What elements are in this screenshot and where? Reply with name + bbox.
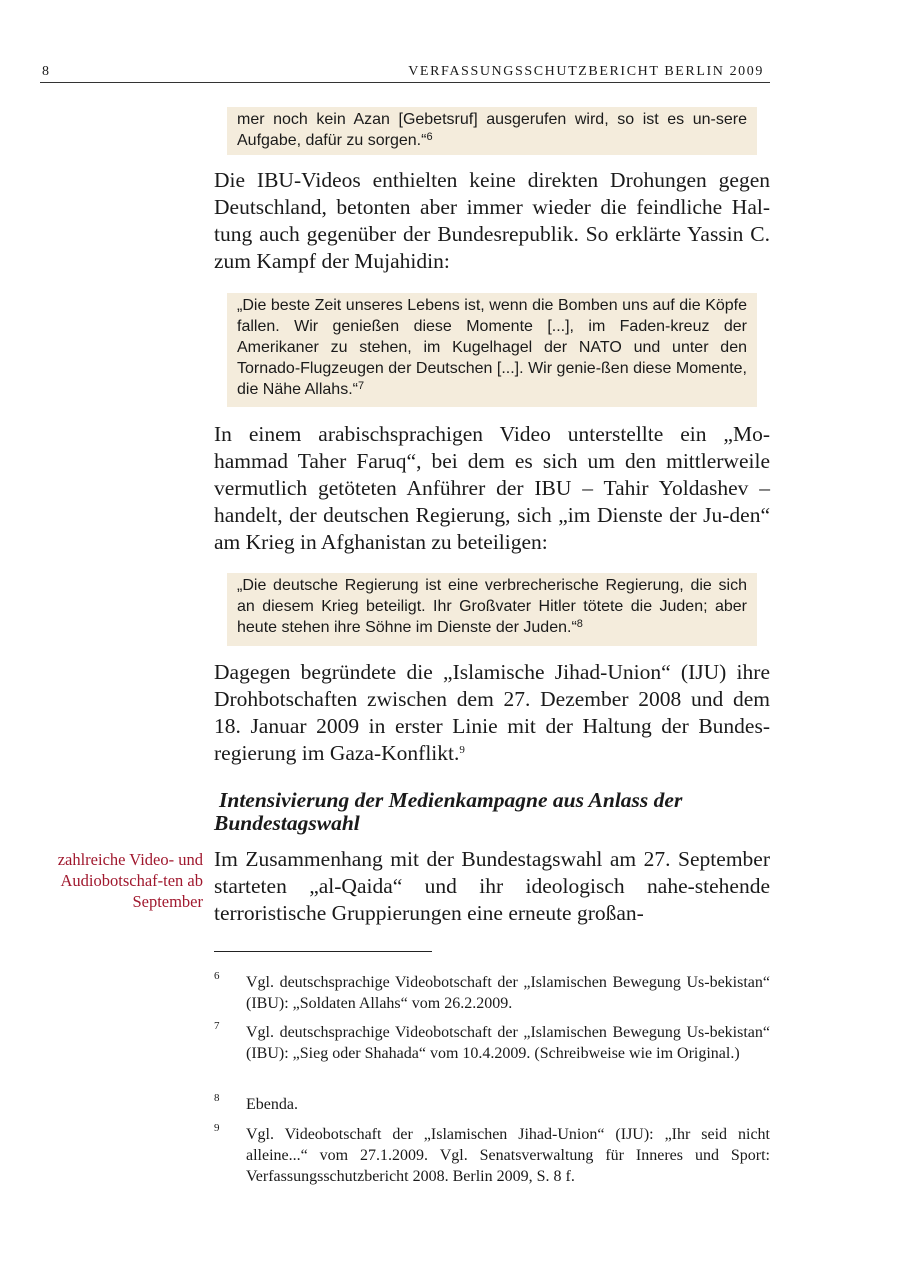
- footnote-7: [214, 1022, 770, 1064]
- paragraph-text: Dagegen begründete die „Islamische Jihad-Union“ (IJU) ihre Drohbotschaften zwischen dem 27. Dezember 2008 und dem 18. Januar 2009 in erster Linie mit der Haltung der Bundes-regierung im Gaza-Konflikt.: [214, 660, 770, 765]
- quote-text: „Die deutsche Regierung ist eine verbrecherische Regierung, die sich an diesem Krieg beteiligt. Ihr Großvater Hitler tötete die Juden; aber heute stehen ihre Söhne im Dienste der Juden.“: [237, 577, 747, 636]
- section-heading-line2: Bundestagswahl: [214, 811, 360, 835]
- footnote-6: [214, 972, 770, 1014]
- quote-block-3: [227, 573, 757, 646]
- footnote-9: [214, 1124, 770, 1187]
- body-paragraph-2: In einem arabischsprachigen Video unterstellte ein „Mo-hammad Taher Faruq“, bei dem es sich um den mittlerweile vermutlich getöteten Anführer der IBU – Tahir Yoldashev – handelt, der deutschen Regierung, sich „im Dienste der Ju-den“ am Krieg in Afghanistan zu beteiligen:: [214, 422, 770, 554]
- quote-text: „Die beste Zeit unseres Lebens ist, wenn die Bomben uns auf die Köpfe fallen. Wir genießen diese Momente [...], im Faden-kreuz der Amerikaner zu stehen, im Kugelhagel der NATO und unter den Tornado-Flugzeugen der Deutschen [...]. Wir genie-ßen diese Momente, die Nähe Allahs.“: [237, 297, 747, 398]
- marginal-note: zahlreiche Video- und Audiobotschaf-ten ab September: [57, 850, 203, 911]
- section-heading: [214, 789, 770, 835]
- footnote-divider: [214, 951, 432, 952]
- footnote-ref: 6: [426, 131, 433, 143]
- footnote-text: Vgl. deutschsprachige Videobotschaft der „Islamischen Bewegung Us-bekistan“ (IBU): „Soldaten Allahs“ vom 26.2.2009.: [246, 974, 770, 1012]
- footnote-text: Ebenda.: [246, 1096, 298, 1113]
- quote-block-1: [227, 107, 757, 155]
- quote-block-2: [227, 293, 757, 407]
- body-paragraph-3: [214, 659, 770, 767]
- footnote-number: 6: [214, 970, 220, 982]
- footnote-ref: 9: [459, 744, 465, 756]
- footnote-ref: 8: [576, 618, 583, 630]
- section-heading-line1: Intensivierung der Medienkampagne aus Anlass der: [219, 788, 683, 812]
- footnote-ref: 7: [357, 380, 365, 392]
- quote-text: mer noch kein Azan [Gebetsruf] ausgerufen wird, so ist es un-sere Aufgabe, dafür zu sorgen.“: [237, 111, 747, 149]
- footnote-number: 8: [214, 1092, 220, 1104]
- footnote-number: 9: [214, 1122, 220, 1134]
- page-number: 8: [42, 64, 49, 79]
- running-title: VERFASSUNGSSCHUTZBERICHT BERLIN 2009: [408, 64, 764, 79]
- body-paragraph-4: Im Zusammenhang mit der Bundestagswahl am 27. September starteten „al-Qaida“ und ihr ideologisch nahe-stehende terroristische Gruppierungen eine erneute großan-: [214, 847, 770, 925]
- footnote-number: 7: [214, 1020, 220, 1032]
- footnote-text: Vgl. Videobotschaft der „Islamischen Jihad-Union“ (IJU): „Ihr seid nicht alleine...“ vom 27.1.2009. Vgl. Senatsverwaltung für Inneres und Sport: Verfassungsschutzbericht 2008. Berlin 2009, S. 8 f.: [246, 1126, 770, 1185]
- footnote-8: [214, 1094, 770, 1115]
- page-header: [40, 58, 770, 83]
- body-paragraph-1: Die IBU-Videos enthielten keine direkten Drohungen gegen Deutschland, betonten aber immer wieder die feindliche Hal-tung auch gegenüber der Bundesrepublik. So erklärte Yassin C. zum Kampf der Mujahidin:: [214, 168, 770, 273]
- footnote-text: Vgl. deutschsprachige Videobotschaft der „Islamischen Bewegung Us-bekistan“ (IBU): „Sieg oder Shahada“ vom 10.4.2009. (Schreibweise wie im Original.): [246, 1024, 770, 1062]
